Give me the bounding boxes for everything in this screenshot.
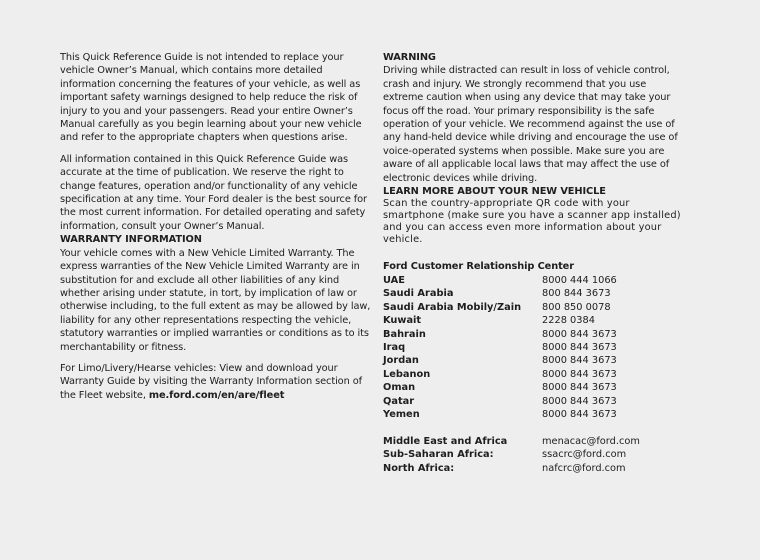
table-row — [383, 381, 617, 394]
left-column — [60, 51, 376, 402]
limo-text: For Limo/Livery/Hearse vehicles: View and download your Warranty Guide by visiting the Warranty Information section of the Fleet website, — [60, 362, 362, 401]
phone-number: 8000 844 3673 — [542, 395, 617, 407]
intro-paragraph: This Quick Reference Guide is not intended to replace your vehicle Owner’s Manual, which contains more detailed information concerning the features of your vehicle, as well as important safety warnings designed to help reduce the risk of injury to you and your passengers. Read your entire Owner’s Manual carefully as you begin learning about your new vehicle and refer to the appropriate chapters when questions arise. — [60, 52, 362, 144]
country-name: Lebanon — [383, 368, 431, 380]
warning-heading: WARNING — [383, 52, 436, 63]
table-row — [383, 301, 617, 314]
region-email[interactable]: menacac@ford.com — [542, 435, 640, 447]
phone-number: 8000 844 3673 — [542, 355, 617, 367]
contact-phone-table — [383, 274, 617, 421]
phone-number: 8000 444 1066 — [542, 274, 617, 286]
phone-number: 8000 844 3673 — [542, 341, 617, 353]
table-row — [383, 408, 617, 421]
warning-paragraph: Driving while distracted can result in loss of vehicle control, crash and injury. We strongly recommend that you use extreme caution when using any device that may take your focus off the road. Your primary responsibility is the safe operation of your vehicle. We recommend against the use of any hand-held device while driving and encourage the use of voice-operated systems when possible. Make sure you are aware of all applicable local laws that may affect the use of electronic devices while driving. — [383, 65, 678, 184]
right-column — [383, 51, 683, 475]
warranty-heading: WARRANTY INFORMATION — [60, 234, 202, 246]
table-row — [383, 274, 617, 287]
country-name: Jordan — [383, 355, 419, 367]
phone-number: 8000 844 3673 — [542, 382, 617, 394]
country-name: Iraq — [383, 341, 406, 353]
table-row — [383, 462, 640, 475]
table-row — [383, 395, 617, 408]
region-name: North Africa: — [383, 462, 455, 474]
table-row — [383, 341, 617, 354]
table-row — [383, 448, 640, 461]
phone-number: 8000 844 3673 — [542, 408, 617, 420]
table-row — [383, 368, 617, 381]
country-name: Bahrain — [383, 328, 426, 340]
table-row — [383, 287, 617, 300]
phone-number: 2228 0384 — [542, 315, 595, 327]
region-email[interactable]: nafcrc@ford.com — [542, 462, 626, 474]
learn-more-paragraph: Scan the country-appropriate QR code with your smartphone (make sure you have a scanner app installed) and you can access even more information about your vehicle. — [383, 198, 681, 246]
learn-more-heading: LEARN MORE ABOUT YOUR NEW VEHICLE — [383, 186, 606, 198]
country-name: UAE — [383, 274, 405, 286]
limo-paragraph — [60, 362, 376, 402]
regional-email-table — [383, 435, 640, 475]
relationship-center-title: Ford Customer Relationship Center — [383, 261, 574, 273]
region-name: Sub-Saharan Africa: — [383, 449, 494, 461]
country-name: Oman — [383, 382, 416, 394]
table-row — [383, 314, 617, 327]
region-name: Middle East and Africa — [383, 435, 508, 447]
warranty-paragraph: Your vehicle comes with a New Vehicle Limited Warranty. The express warranties of the New Vehicle Limited Warranty are in substitution for and exclude all other liabilities of any kind whether arising under statute, in tort, by implication of law or otherwise including, to the full extent as may be allowed by law, liability for any other representations respecting the vehicle, statutory warranties or implied warranties or conditions as to its merchantability or fitness. — [60, 247, 371, 353]
country-name: Qatar — [383, 395, 415, 407]
table-row — [383, 328, 617, 341]
phone-number: 8000 844 3673 — [542, 328, 617, 340]
table-row — [383, 354, 617, 367]
phone-number: 8000 844 3673 — [542, 368, 617, 380]
table-row — [383, 435, 640, 448]
country-name: Saudi Arabia — [383, 288, 454, 300]
phone-number: 800 844 3673 — [542, 288, 611, 300]
phone-number: 800 850 0078 — [542, 301, 611, 313]
info-paragraph: All information contained in this Quick Reference Guide was accurate at the time of publication. We reserve the right to change features, operation and/or functionality of any vehicle specification at any time. Your Ford dealer is the best source for the most current information. For detailed operating and safety information, consult your Owner’s Manual. — [60, 153, 367, 232]
country-name: Kuwait — [383, 315, 422, 327]
region-email[interactable]: ssacrc@ford.com — [542, 449, 627, 461]
country-name: Yemen — [383, 408, 420, 420]
country-name: Saudi Arabia Mobily/Zain — [383, 301, 522, 313]
fleet-website-link[interactable]: me.ford.com/en/are/fleet — [148, 389, 285, 401]
